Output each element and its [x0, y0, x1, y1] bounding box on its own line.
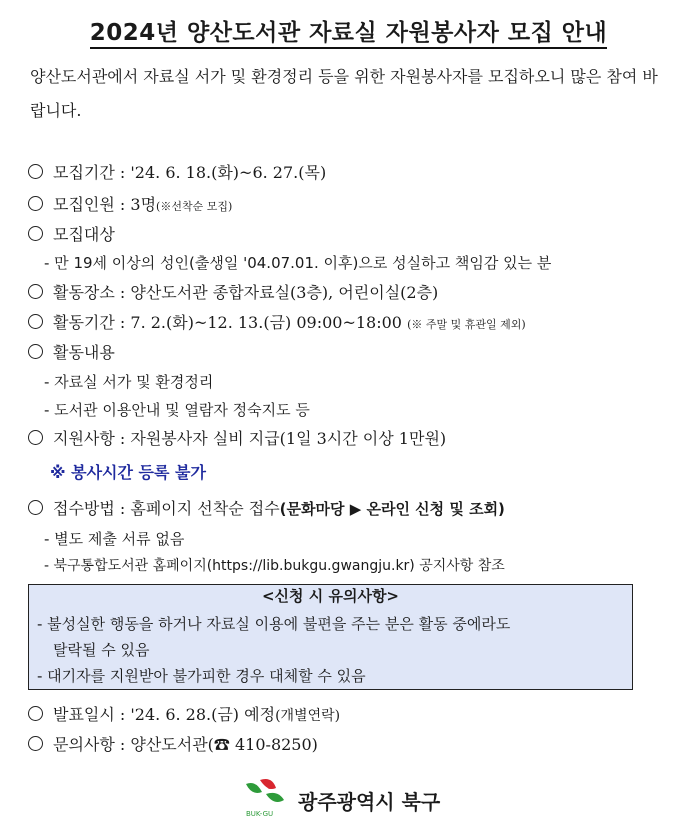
circle-bullet-icon — [28, 430, 43, 445]
notice-line-2: - 대기자를 지원받아 불가피한 경우 대체할 수 있음 — [37, 667, 366, 685]
target-detail: - 만 19세 이상의 성인(출생일 '04.07.01. 이후)으로 성실하고 책임감 있는 분 — [44, 254, 552, 272]
method-detail-1: - 별도 제출 서류 없음 — [44, 530, 185, 548]
notice-title: <신청 시 유의사항> — [261, 587, 399, 605]
page-title: 2024년 양산도서관 자료실 자원봉사자 모집 안내 — [0, 14, 697, 47]
bukgu-logo-icon — [238, 776, 290, 820]
item-period: 모집기간 : '24. 6. 18.(화)~6. 27.(목) — [28, 160, 326, 183]
item-content: 활동내용 — [28, 340, 115, 363]
circle-bullet-icon — [28, 196, 43, 211]
footer — [238, 776, 478, 820]
item-place: 활동장소 : 양산도서관 종합자료실(3층), 어린이실(2층) — [28, 280, 438, 303]
item-support: 지원사항 : 자원봉사자 실비 지급(1일 3시간 이상 1만원) — [28, 426, 446, 449]
item-announce: 발표일시 : '24. 6. 28.(금) 예정(개별연락) — [28, 702, 340, 725]
notice-line-1b: 탈락될 수 있음 — [53, 641, 150, 659]
content-detail-2: - 도서관 이용안내 및 열람자 정숙지도 등 — [44, 401, 310, 419]
circle-bullet-icon — [28, 736, 43, 751]
circle-bullet-icon — [28, 706, 43, 721]
intro-paragraph: 양산도서관에서 자료실 서가 및 환경정리 등을 위한 자원봉사자를 모집하오니 많은 참여 바랍니다. — [30, 67, 658, 120]
org-name: 광주광역시 북구 — [298, 790, 441, 814]
notice-line-1: - 불성실한 행동을 하거나 자료실 이용에 불편을 주는 분은 활동 중에라도 — [37, 615, 511, 633]
item-contact: 문의사항 : 양산도서관(☎ 410-8250) — [28, 732, 318, 755]
circle-bullet-icon — [28, 344, 43, 359]
circle-bullet-icon — [28, 314, 43, 329]
content-detail-1: - 자료실 서가 및 환경정리 — [44, 373, 214, 391]
circle-bullet-icon — [28, 164, 43, 179]
circle-bullet-icon — [28, 500, 43, 515]
item-activity-period: 활동기간 : 7. 2.(화)~12. 13.(금) 09:00~18:00 (※ 주말 및 휴관일 제외) — [28, 310, 526, 333]
method-detail-2: - 북구통합도서관 홈페이지(https://lib.bukgu.gwangju.kr) 공지사항 참조 — [44, 558, 505, 574]
item-method: 접수방법 : 홈페이지 선착순 접수(문화마당 ▶ 온라인 신청 및 조회) — [28, 496, 505, 519]
svg-text:BUK-GU: BUK-GU — [246, 810, 274, 818]
circle-bullet-icon — [28, 226, 43, 241]
support-note: ※ 봉사시간 등록 불가 — [50, 463, 206, 482]
notice-box — [28, 584, 633, 690]
circle-bullet-icon — [28, 284, 43, 299]
item-target: 모집대상 — [28, 222, 115, 245]
item-count: 모집인원 : 3명(※선착순 모집) — [28, 192, 232, 215]
